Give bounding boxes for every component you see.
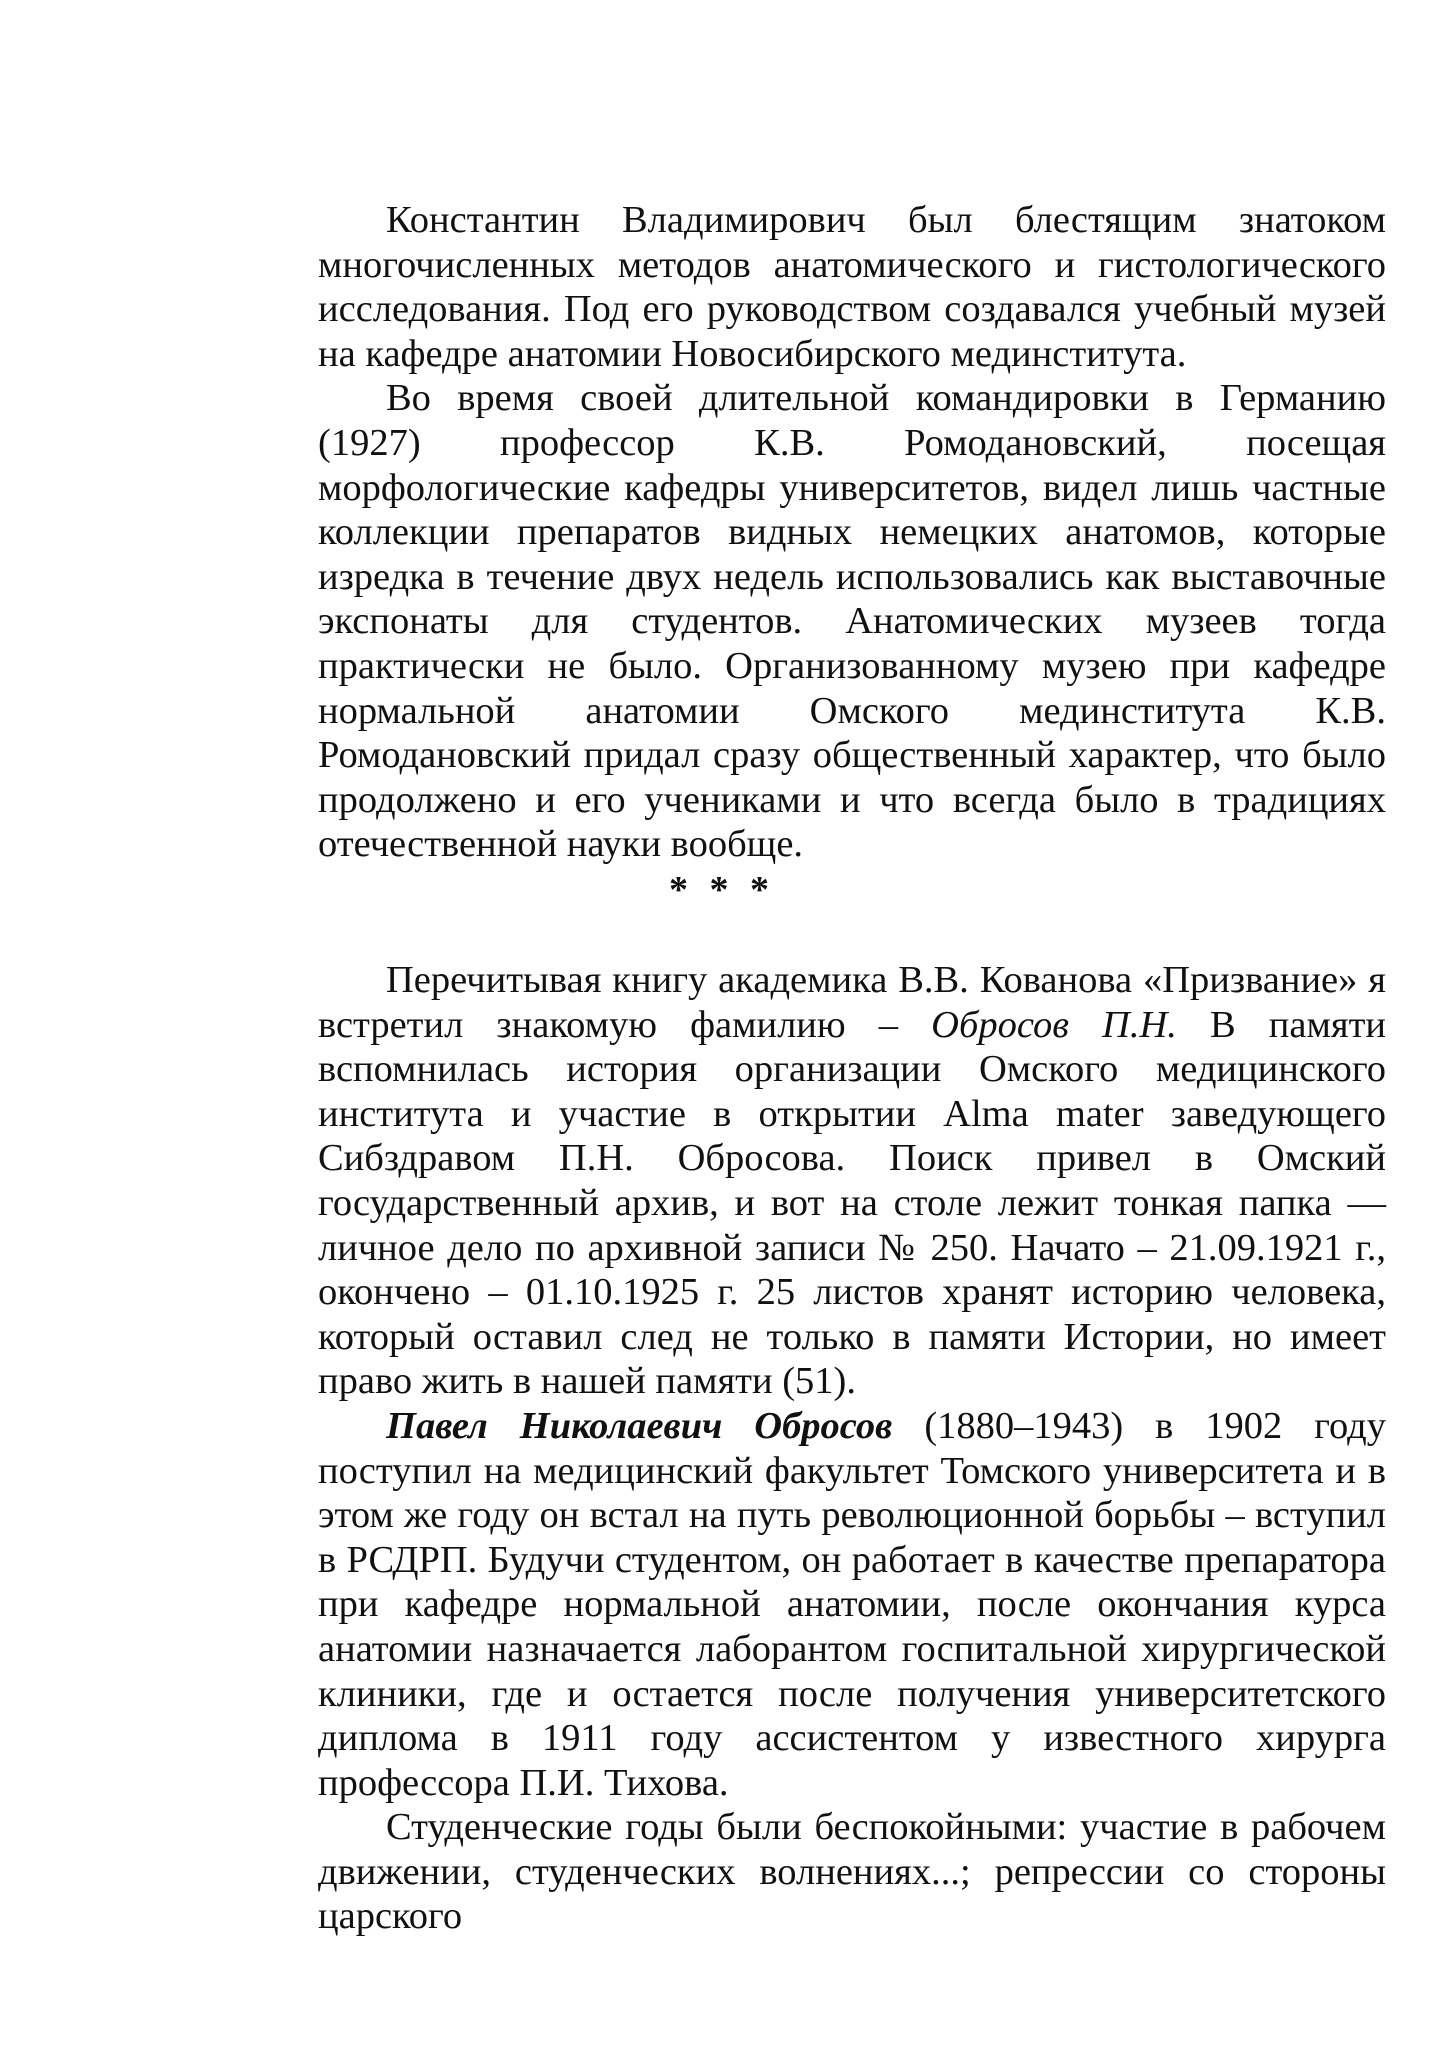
- paragraph: [318, 958, 1386, 1404]
- text-section-romodanovsky: [318, 198, 1386, 867]
- bold-italic-name: Павел Николаевич Обросов: [386, 1404, 893, 1447]
- paragraph: [318, 1404, 1386, 1805]
- italic-name: Обросов П.Н.: [931, 1003, 1177, 1046]
- paragraph: Во время своей длительной командировки в Германию (1927) профессор К.В. Ромодановский, посещая морфологические кафедры университетов, видел лишь частные коллекции препаратов видных немецких анатомов, которые изредка в течение двух недель использовались как выставочные экспонаты для студентов. Анатомических музеев тогда практически не было. Организованному музею при кафедре нормальной анатомии Омского мединститута К.В. Ромодановский придал сразу общественный характер, что было продолжено и его учениками и что всегда было в традициях отечественной науки вообще.: [318, 377, 1386, 866]
- text-run: В памяти вспомнилась история организации Омского медицинского института и участие в открытии Alma mater заведующего Сибздравом П.Н. Обросова. Поиск привел в Омский государственный архив, и вот на столе лежит тонкая папка — личное дело по архивной записи № 250. Начато – 21.09.1921 г., окончено – 01.10.1925 г. 25 листов хранят историю человека, который оставил след не только в памяти Истории, но имеет право жить в нашей памяти (51).: [318, 1003, 1386, 1403]
- text-run: (1880–1943) в 1902 году поступил на медицинский факультет Томского университета и в этом же году он встал на путь революционной борьбы – вступил в РСДРП. Будучи студентом, он работает в качестве препаратора при кафедре нормальной анатомии, после окончания курса анатомии назначается лаборантом госпитальной хирургической клиники, где и остается после получения университетского диплома в 1911 году ассистентом у известного хирурга профессора П.И. Тихова.: [318, 1404, 1386, 1804]
- section-separator: * * *: [669, 869, 775, 911]
- text-section-obrosov: [318, 958, 1386, 1939]
- paragraph: Студенческие годы были беспокойными: участие в рабочем движении, студенческих волнениях...; репрессии со стороны царского: [318, 1806, 1386, 1938]
- text-run: Перечитывая книгу академика В.В. Кованова «Призвание» я встретил знакомую фамилию –: [318, 959, 1386, 1046]
- paragraph: Константин Владимирович был блестящим знатоком многочисленных методов анатомического и гистологического исследования. Под его руководством создавался учебный музей на кафедре анатомии Новосибирского мединститута.: [318, 199, 1386, 375]
